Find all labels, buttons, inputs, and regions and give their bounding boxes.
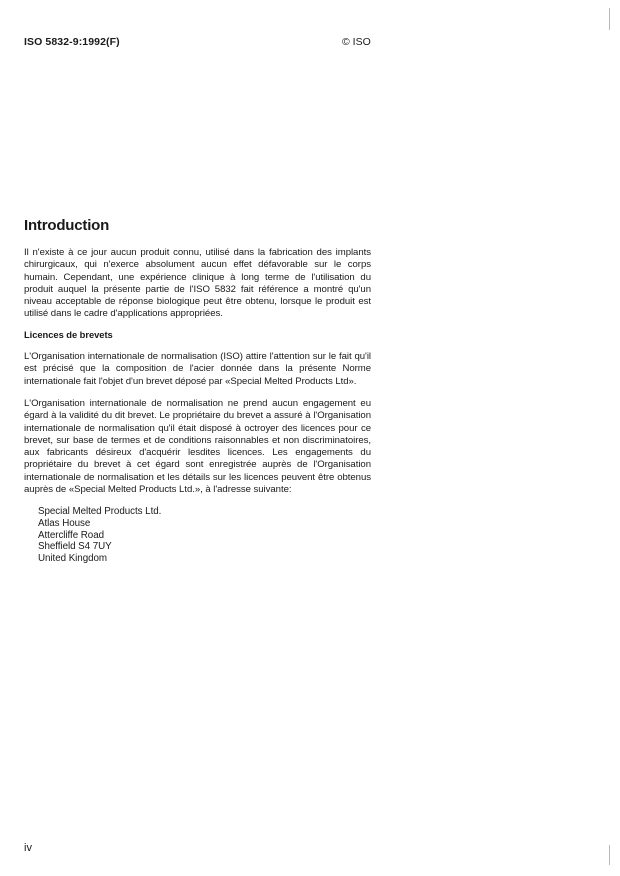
address-line: Attercliffe Road	[38, 529, 104, 541]
page-title: Introduction	[24, 217, 110, 234]
patent-licences-heading: Licences de brevets	[24, 328, 113, 340]
intro-paragraph: Il n'existe à ce jour aucun produit connu, utilisé dans la fabrication des implants chirurgicaux, qui n'exerce absolument aucun effet défavorable sur le corps humain. Cependant, une expérience clinique à long terme de l'utilisation du produit auquel la présente partie de l'ISO 5832 fait référence a montré qu'un niveau acceptable de réponse biologique peut être obtenu, lorsque le produit est utilisé dans le cadre d'applications appropriées.	[24, 247, 371, 320]
copyright-notice: © ISO	[342, 36, 371, 48]
address-line: Special Melted Products Ltd.	[38, 506, 162, 518]
address-line: Sheffield S4 7UY	[38, 541, 112, 553]
address-line: Atlas House	[38, 517, 91, 529]
page-number: iv	[24, 842, 32, 854]
scan-edge-mark	[609, 845, 610, 865]
address-line: United Kingdom	[38, 552, 108, 564]
patent-commitment-paragraph: L'Organisation internationale de normalisation ne prend aucun engagement eu égard à la validité du dit brevet. Le propriétaire du brevet a assuré à l'Organisation internationale de normalisation qu'il était disposé à octroyer des licences pour ce brevet, sur base de termes et de conditions raisonnables et non discriminatoires, aux fabricants désireux d'acquérir lesdites licences. Les engagements du propriétaire du brevet à cet égard sont enregistrée auprès de l'Organisation internationale de normalisation et les détails sur les licences peuvent être obtenus auprès de «Special Melted Products Ltd.», à l'adresse suivante:	[24, 397, 371, 496]
standard-reference: ISO 5832-9:1992(F)	[24, 36, 120, 48]
patent-notice-paragraph: L'Organisation internationale de normalisation (ISO) attire l'attention sur le fait qu'il est précisé que la composition de l'acier donnée dans la présente Norme internationale fait l'objet d'un brevet déposé par «Special Melted Products Ltd».	[24, 351, 371, 387]
scan-edge-mark	[609, 8, 610, 30]
patent-holder-address	[38, 506, 371, 564]
document-body	[24, 247, 371, 564]
